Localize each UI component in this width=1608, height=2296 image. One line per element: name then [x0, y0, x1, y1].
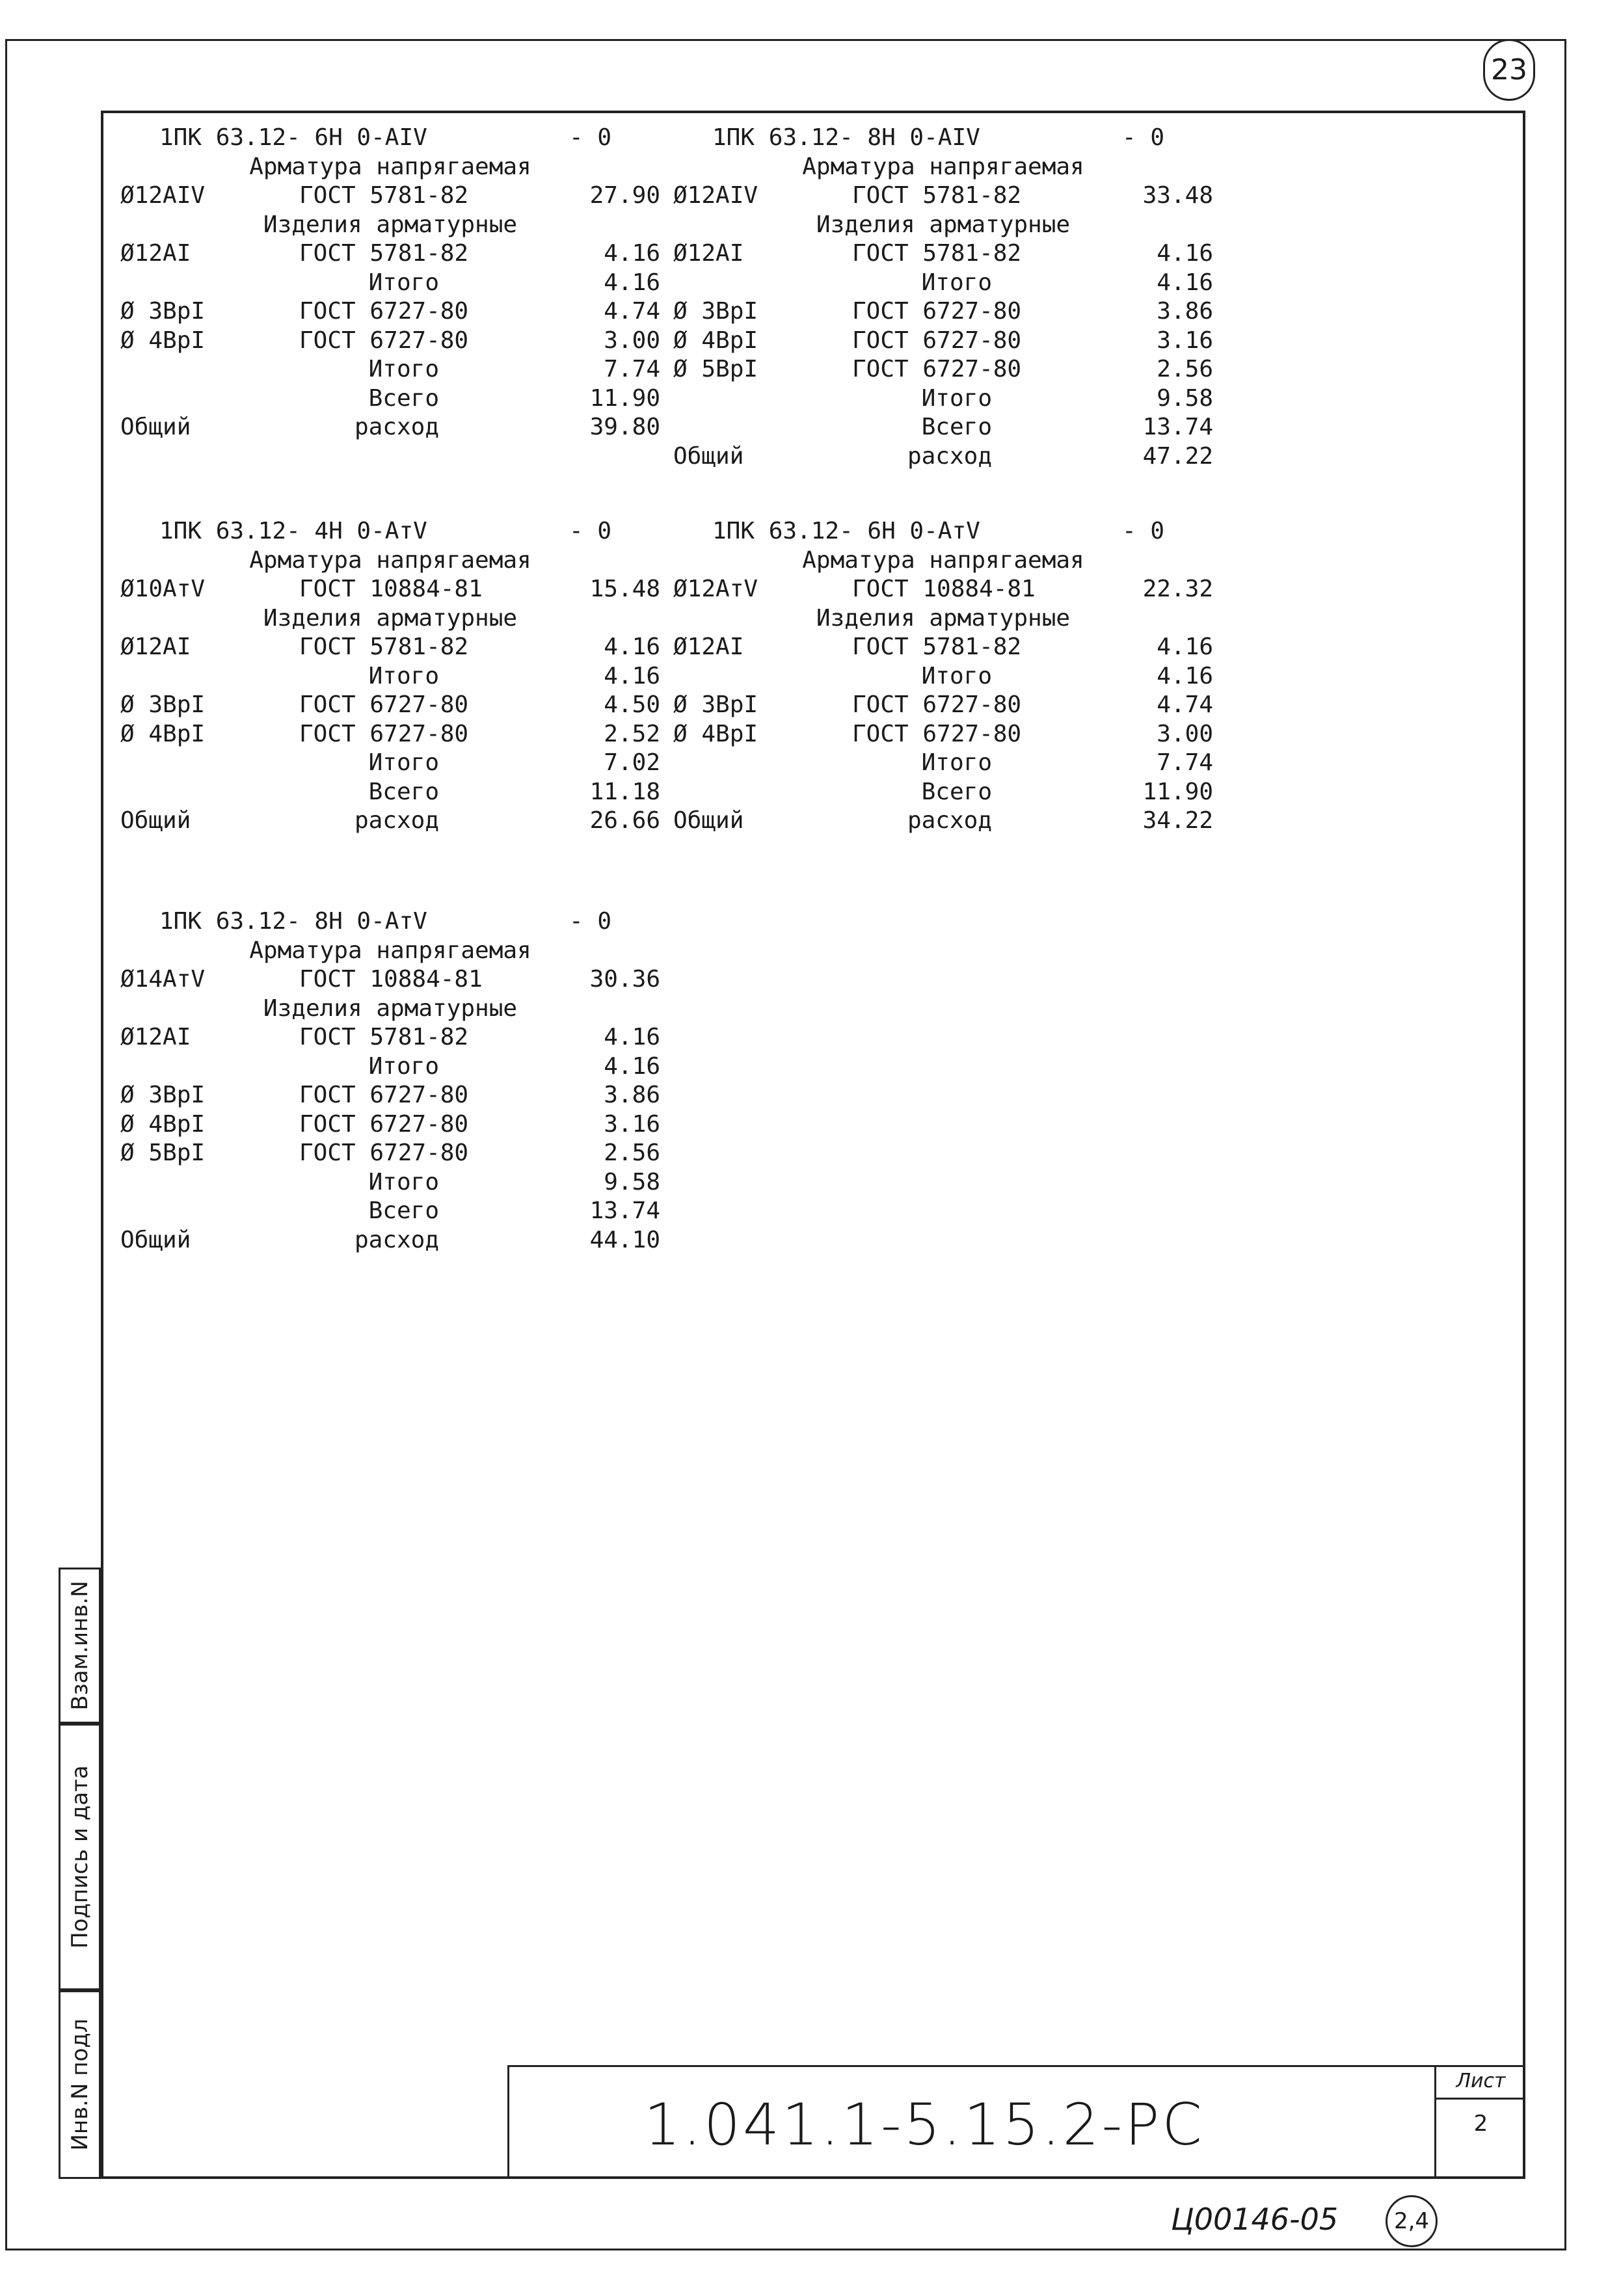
consumption-label: расход: [354, 1226, 439, 1253]
spec-title: 1ПК 63.12- 6Н 0-АIV: [159, 124, 427, 151]
subtotal-row: [120, 662, 660, 691]
gost: ГОСТ 6727-80: [299, 1082, 469, 1108]
total-value: 11.18: [589, 778, 660, 805]
mass-value: 4.74: [1157, 691, 1213, 718]
gost: ГОСТ 5781-82: [299, 182, 469, 209]
wire-row: [120, 1081, 660, 1110]
total-row: [120, 1197, 660, 1226]
subtotal-label: Итого: [368, 749, 439, 776]
subtotal-row: [673, 384, 1213, 414]
subtotal-row: [120, 1168, 660, 1197]
mass-value: 4.16: [1157, 634, 1213, 660]
consumption-label: расход: [354, 807, 439, 834]
subtotal-value: 7.02: [604, 749, 660, 776]
spec-title-suffix: - 0: [569, 518, 612, 544]
gost: ГОСТ 6727-80: [299, 327, 469, 354]
spec-title: 1ПК 63.12- 4Н 0-АтV: [159, 518, 427, 544]
gost: ГОСТ 10884-81: [299, 966, 483, 993]
gost: ГОСТ 5781-82: [299, 240, 469, 267]
subtotal-value: 4.16: [1157, 662, 1213, 689]
section-header-row: [120, 546, 660, 576]
section-header-row: [673, 211, 1213, 240]
subtotal-row: [120, 749, 660, 778]
mass-value: 3.00: [604, 327, 660, 354]
sheet-number: 2: [1473, 2111, 1488, 2137]
subtotal-label: Итого: [368, 269, 439, 296]
subtotal-value: 7.74: [1157, 749, 1213, 776]
subtotal-row: [120, 1052, 660, 1082]
subtotal-row: [673, 269, 1213, 298]
item-mark: Ø 3ВрI: [120, 298, 206, 325]
subtotal-row: [673, 749, 1213, 778]
subtotal-label: Итого: [368, 1052, 439, 1080]
gost: ГОСТ 5781-82: [852, 240, 1022, 267]
subtotal-label: Итого: [921, 384, 992, 412]
item-mark: Ø12АIV: [120, 182, 206, 209]
total-row: [120, 778, 660, 807]
section-header-row: [673, 604, 1213, 634]
spec-title-row: [120, 124, 660, 153]
wire-row: [120, 297, 660, 327]
subtotal-row: [120, 355, 660, 384]
spec-title-suffix: - 0: [569, 124, 612, 151]
wire-row: [120, 1139, 660, 1168]
mass-value: 33.48: [1142, 182, 1213, 209]
prestressed-row: [120, 965, 660, 994]
side-cell-inventory: [59, 1990, 101, 2179]
gost: ГОСТ 6727-80: [852, 327, 1022, 354]
wire-row: [120, 691, 660, 720]
wire-row: [120, 327, 660, 356]
general-row: [120, 807, 660, 836]
general-label: Общий: [673, 442, 744, 470]
total-label: Всего: [921, 414, 992, 440]
wire-row: [120, 720, 660, 749]
gost: ГОСТ 5781-82: [852, 182, 1022, 209]
item-mark: Ø12АI: [120, 1024, 191, 1050]
spec-title: 1ПК 63.12- 6Н 0-АтV: [712, 518, 980, 544]
spec-title-row: [673, 517, 1213, 546]
side-label-replacement: Взам.инв.N: [66, 1581, 93, 1711]
spec-title-row: [673, 124, 1213, 153]
spec-title: 1ПК 63.12- 8Н 0-АтV: [159, 908, 427, 935]
general-label: Общий: [120, 1226, 191, 1253]
item-mark: Ø 4ВрI: [673, 720, 758, 747]
subtotal-label: Итого: [921, 269, 992, 296]
general-label: Общий: [120, 807, 191, 834]
wire-row: [673, 355, 1213, 384]
prestressed-row: [673, 181, 1213, 211]
document-code: 1.041.1-5.15.2-РС: [644, 2091, 1205, 2158]
mass-value: 2.52: [604, 720, 660, 747]
rebar-row: [673, 239, 1213, 269]
subtotal-label: Итого: [368, 356, 439, 382]
general-value: 26.66: [589, 807, 660, 834]
mass-value: 4.74: [604, 298, 660, 325]
mass-value: 3.16: [1157, 327, 1213, 354]
gost: ГОСТ 10884-81: [299, 576, 483, 602]
prestressed-header: Арматура напрягаемая: [802, 546, 1084, 574]
total-row: [120, 384, 660, 414]
spec-block-5: [120, 907, 660, 1255]
item-mark: Ø 5ВрI: [120, 1140, 206, 1166]
item-mark: Ø 3ВрI: [673, 691, 758, 718]
item-mark: Ø 4ВрI: [673, 327, 758, 354]
spec-title-suffix: - 0: [1122, 124, 1165, 151]
mass-value: 3.86: [1157, 298, 1213, 325]
general-row: [673, 442, 1213, 472]
gost: ГОСТ 6727-80: [852, 720, 1022, 747]
mass-value: 22.32: [1142, 576, 1213, 602]
mass-value: 3.86: [604, 1082, 660, 1108]
gost: ГОСТ 5781-82: [299, 634, 469, 660]
prestressed-row: [673, 575, 1213, 604]
gost: ГОСТ 6727-80: [299, 1110, 469, 1138]
general-value: 47.22: [1142, 442, 1213, 470]
wire-row: [673, 691, 1213, 720]
consumption-label: расход: [354, 414, 439, 440]
spec-block-4: [673, 517, 1213, 836]
gost: ГОСТ 6727-80: [852, 298, 1022, 325]
general-value: 44.10: [589, 1226, 660, 1253]
item-mark: Ø10АтV: [120, 576, 206, 602]
consumption-label: расход: [907, 442, 992, 470]
section-header-row: [120, 604, 660, 634]
rebar-row: [120, 633, 660, 662]
subtotal-label: Итого: [368, 1168, 439, 1195]
subtotal-value: 4.16: [604, 662, 660, 689]
subtotal-value: 4.16: [604, 269, 660, 296]
general-row: [120, 413, 660, 442]
general-value: 39.80: [589, 414, 660, 440]
mass-value: 2.56: [1157, 356, 1213, 382]
spec-title-row: [120, 907, 660, 937]
spec-title-row: [120, 517, 660, 546]
general-row: [120, 1226, 660, 1255]
general-label: Общий: [120, 414, 191, 440]
mass-value: 30.36: [589, 966, 660, 993]
wire-row: [120, 1110, 660, 1140]
section-header-row: [673, 153, 1213, 182]
item-mark: Ø12АI: [673, 240, 744, 267]
subtotal-row: [120, 269, 660, 298]
item-mark: Ø12АI: [673, 634, 744, 660]
subtotal-value: 9.58: [604, 1168, 660, 1195]
subtotal-row: [673, 662, 1213, 691]
prestressed-header: Арматура напрягаемая: [249, 937, 531, 964]
total-value: 13.74: [1142, 414, 1213, 440]
prestressed-row: [120, 181, 660, 211]
mass-value: 4.16: [604, 240, 660, 267]
item-mark: Ø 4ВрI: [120, 1110, 206, 1138]
subtotal-label: Итого: [368, 662, 439, 689]
gost: ГОСТ 5781-82: [299, 1024, 469, 1050]
general-label: Общий: [673, 807, 744, 834]
spec-block-3: [120, 517, 660, 836]
gost: ГОСТ 6727-80: [852, 691, 1022, 718]
products-header: Изделия арматурные: [263, 994, 518, 1022]
gost: ГОСТ 10884-81: [852, 576, 1036, 602]
mass-value: 15.48: [589, 576, 660, 602]
mass-value: 4.50: [604, 691, 660, 718]
section-header-row: [120, 937, 660, 966]
mass-value: 3.16: [604, 1110, 660, 1138]
prestressed-header: Арматура напрягаемая: [249, 546, 531, 574]
side-cell-replacement: [59, 1568, 101, 1724]
total-label: Всего: [368, 1197, 439, 1224]
side-cell-signature: [59, 1724, 101, 1990]
wire-row: [673, 297, 1213, 327]
item-mark: Ø 5ВрI: [673, 356, 758, 382]
item-mark: Ø 3ВрI: [673, 298, 758, 325]
subtotal-value: 7.74: [604, 356, 660, 382]
consumption-label: расход: [907, 807, 992, 834]
section-header-row: [120, 153, 660, 182]
side-label-inventory: Инв.N подл: [66, 2018, 93, 2151]
item-mark: Ø 4ВрI: [120, 327, 206, 354]
spec-title: 1ПК 63.12- 8Н 0-АIV: [712, 124, 980, 151]
side-label-signature: Подпись и дата: [66, 1765, 93, 1949]
subtotal-value: 4.16: [1157, 269, 1213, 296]
mass-value: 4.16: [604, 634, 660, 660]
spec-block-1: [120, 124, 660, 442]
sheet-cell: [1434, 2065, 1525, 2179]
mass-value: 4.16: [1157, 240, 1213, 267]
products-header: Изделия арматурные: [263, 604, 518, 632]
item-mark: Ø12АI: [120, 634, 191, 660]
rebar-row: [120, 239, 660, 269]
total-value: 11.90: [1142, 778, 1213, 805]
total-row: [673, 413, 1213, 442]
item-mark: Ø12АIV: [673, 182, 758, 209]
subtotal-label: Итого: [921, 749, 992, 776]
prestressed-row: [120, 575, 660, 604]
spec-title-suffix: - 0: [569, 908, 612, 935]
spec-block-2: [673, 124, 1213, 471]
prestressed-header: Арматура напрягаемая: [802, 153, 1084, 180]
gost: ГОСТ 6727-80: [299, 691, 469, 718]
wire-row: [673, 720, 1213, 749]
mass-value: 2.56: [604, 1140, 660, 1166]
section-header-row: [120, 994, 660, 1024]
gost: ГОСТ 6727-80: [299, 1140, 469, 1166]
total-label: Всего: [368, 778, 439, 805]
item-mark: Ø 3ВрI: [120, 1082, 206, 1108]
total-label: Всего: [921, 778, 992, 805]
products-header: Изделия арматурные: [816, 604, 1071, 632]
section-header-row: [120, 211, 660, 240]
archive-circle-mark: 2,4: [1386, 2195, 1438, 2247]
general-row: [673, 807, 1213, 836]
item-mark: Ø12АI: [120, 240, 191, 267]
item-mark: Ø12АтV: [673, 576, 758, 602]
total-value: 13.74: [589, 1197, 660, 1224]
products-header: Изделия арматурные: [263, 211, 518, 238]
total-value: 11.90: [589, 384, 660, 412]
rebar-row: [120, 1023, 660, 1052]
rebar-row: [673, 633, 1213, 662]
item-mark: Ø 4ВрI: [120, 720, 206, 747]
subtotal-label: Итого: [921, 662, 992, 689]
general-value: 34.22: [1142, 807, 1213, 834]
subtotal-value: 4.16: [604, 1052, 660, 1080]
subtotal-value: 9.58: [1157, 384, 1213, 412]
archive-number: Ц00146-05: [1171, 2202, 1339, 2237]
mass-value: 4.16: [604, 1024, 660, 1050]
gost: ГОСТ 6727-80: [299, 298, 469, 325]
prestressed-header: Арматура напрягаемая: [249, 153, 531, 180]
mass-value: 27.90: [589, 182, 660, 209]
products-header: Изделия арматурные: [816, 211, 1071, 238]
top-sheet-number: 23: [1483, 39, 1535, 101]
total-label: Всего: [368, 384, 439, 412]
mass-value: 3.00: [1157, 720, 1213, 747]
total-row: [673, 778, 1213, 807]
item-mark: Ø 3ВрI: [120, 691, 206, 718]
item-mark: Ø14АтV: [120, 966, 206, 993]
section-header-row: [673, 546, 1213, 576]
wire-row: [673, 327, 1213, 356]
gost: ГОСТ 6727-80: [299, 720, 469, 747]
spec-title-suffix: - 0: [1122, 518, 1165, 544]
gost: ГОСТ 5781-82: [852, 634, 1022, 660]
sheet-label: Лист: [1436, 2065, 1525, 2100]
gost: ГОСТ 6727-80: [852, 356, 1022, 382]
